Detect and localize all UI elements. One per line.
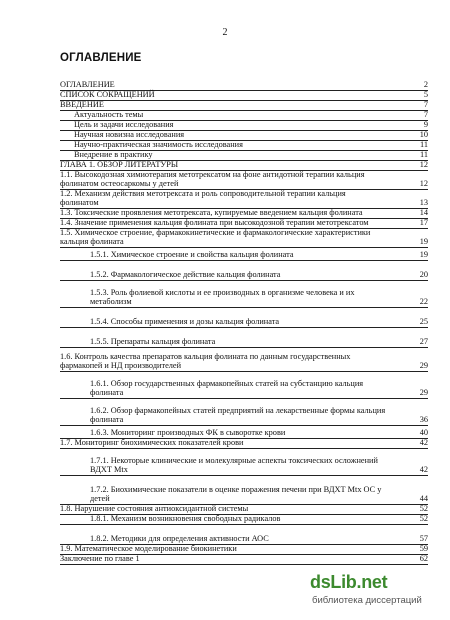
table-of-contents [60, 81, 428, 565]
toc-entry[interactable] [60, 439, 428, 449]
toc-entry-title: 1.1. Высокодозная химиотерапия метотрексатом на фоне антидотной терапии кальция фолинатом остеосаркомы у детей [60, 170, 365, 189]
toc-entry[interactable] [60, 555, 428, 565]
toc-entry-page: 5 [423, 90, 428, 100]
toc-entry-title: 1.7. Мониторинг биохимических показателей крови [60, 438, 244, 448]
toc-entry-page: 22 [419, 297, 428, 307]
toc-entry[interactable] [60, 399, 428, 426]
toc-entry-page: 59 [419, 544, 428, 554]
toc-entry-title: ОГЛАВЛЕНИЕ [60, 80, 115, 90]
toc-entry-title: 1.2. Механизм действия метотрексата и роль сопроводительной терапии кальция фолинатом [60, 189, 346, 208]
toc-entry-page: 19 [419, 250, 428, 260]
toc-entry-title: 1.4. Значение применения кальция фолината при высокодозной терапии метотрексатом [60, 218, 369, 228]
toc-heading: ОГЛАВЛЕНИЕ [60, 52, 142, 64]
toc-entry-page: 19 [419, 237, 428, 247]
toc-entry-title: ГЛАВА 1. ОБЗОР ЛИТЕРАТУРЫ [60, 160, 179, 170]
toc-entry-title: 1.5.5. Препараты кальция фолината [90, 337, 216, 347]
toc-entry-page: 11 [420, 150, 428, 160]
toc-entry-page: 12 [419, 179, 428, 189]
toc-entry-page: 36 [419, 415, 428, 425]
toc-entry[interactable] [60, 190, 428, 209]
toc-entry-title: Актуальность темы [74, 110, 144, 120]
toc-entry-page: 10 [419, 130, 428, 140]
watermark-logo: dsLib.net [310, 572, 388, 592]
toc-entry[interactable] [60, 476, 428, 505]
toc-entry-title: 1.5.4. Способы применения и дозы кальция фолината [90, 317, 280, 327]
toc-entry-page: 2 [423, 80, 428, 90]
toc-entry[interactable] [60, 248, 428, 261]
toc-entry-title: 1.5.3. Роль фолиевой кислоты и ее производных в организме человека и их метаболизм [90, 288, 355, 307]
toc-entry[interactable] [60, 308, 428, 328]
toc-entry-title: Научная новизна исследования [74, 130, 185, 140]
toc-entry-page: 52 [419, 514, 428, 524]
toc-entry-page: 7 [423, 100, 428, 110]
toc-entry-title: Заключение по главе 1 [60, 554, 140, 564]
toc-entry[interactable] [60, 281, 428, 308]
toc-entry-page: 42 [419, 438, 428, 448]
toc-entry-page: 29 [419, 388, 428, 398]
toc-entry[interactable] [60, 91, 428, 101]
toc-entry[interactable] [60, 229, 428, 248]
toc-entry-title: 1.6.3. Мониторинг производных ФК в сыворотке крови [90, 428, 286, 438]
toc-entry[interactable] [60, 348, 428, 372]
toc-entry-page: 42 [419, 465, 428, 475]
toc-entry-title: 1.9. Математическое моделирование биокинетики [60, 544, 237, 554]
toc-entry-title: 1.5. Химическое строение, фармакокинетические и фармакологические характеристики кальция фолината [60, 228, 371, 247]
toc-entry-page: 9 [423, 120, 428, 130]
toc-entry-title: 1.7.1. Некоторые клинические и молекулярные аспекты токсических осложнений ВДХТ Mtx [90, 456, 378, 475]
toc-entry[interactable] [60, 261, 428, 281]
toc-entry-title: 1.3. Токсические проявления метотрексата, купируемые введением кальция фолината [60, 208, 363, 218]
page-number: 2 [222, 27, 228, 38]
toc-entry-title: СПИСОК СОКРАЩЕНИЙ [60, 90, 155, 100]
toc-entry[interactable] [60, 328, 428, 348]
toc-entry-page: 27 [419, 337, 428, 347]
toc-entry-title: 1.8.1. Механизм возникновения свободных радикалов [90, 514, 281, 524]
toc-entry-title: Внедрение в практику [74, 150, 153, 160]
toc-entry-title: 1.8. Нарушение состояния антиоксидантной системы [60, 504, 249, 514]
toc-entry-title: 1.5.2. Фармакологическое действие кальция фолината [90, 270, 281, 280]
toc-entry-title: ВВЕДЕНИЕ [60, 100, 104, 110]
toc-entry-page: 14 [419, 208, 428, 218]
toc-entry-page: 17 [419, 218, 428, 228]
toc-entry-page: 40 [419, 428, 428, 438]
toc-entry-title: 1.8.2. Методики для определения активности АОС [90, 534, 269, 544]
toc-entry-page: 7 [423, 110, 428, 120]
toc-entry[interactable] [60, 449, 428, 476]
toc-entry-page: 29 [419, 361, 428, 371]
toc-entry-title: 1.6.1. Обзор государственных фармакопейных статей на субстанцию кальция фолината [90, 379, 364, 398]
toc-entry-page: 11 [420, 140, 428, 150]
toc-entry[interactable] [60, 515, 428, 525]
toc-entry-page: 44 [419, 494, 428, 504]
watermark [310, 572, 445, 614]
toc-entry-title: Научно-практическая значимость исследования [74, 140, 243, 150]
toc-entry-title: 1.5.1. Химическое строение и свойства кальция фолината [90, 250, 294, 260]
toc-entry[interactable] [60, 525, 428, 545]
toc-entry[interactable] [60, 171, 428, 190]
toc-entry-page: 12 [419, 160, 428, 170]
toc-entry-page: 20 [419, 270, 428, 280]
toc-entry-page: 62 [419, 554, 428, 564]
toc-entry-page: 13 [419, 198, 428, 208]
toc-entry-title: 1.6.2. Обзор фармакопейных статей предприятий на лекарственные формы кальция фолината [90, 406, 386, 425]
toc-entry-title: Цель и задачи исследования [74, 120, 174, 130]
toc-entry-page: 52 [419, 504, 428, 514]
toc-entry[interactable] [60, 426, 428, 439]
toc-entry-page: 57 [419, 534, 428, 544]
toc-entry-page: 25 [419, 317, 428, 327]
toc-entry-title: 1.7.2. Биохимические показатели в оценке поражения печени при ВДХТ Mtx ОС у детей [90, 485, 382, 504]
toc-entry-title: 1.6. Контроль качества препаратов кальция фолината по данным государственных фармакопей и НД производителей [60, 352, 351, 371]
toc-entry[interactable] [60, 372, 428, 399]
watermark-subtitle: библиотека диссертаций [312, 595, 422, 606]
